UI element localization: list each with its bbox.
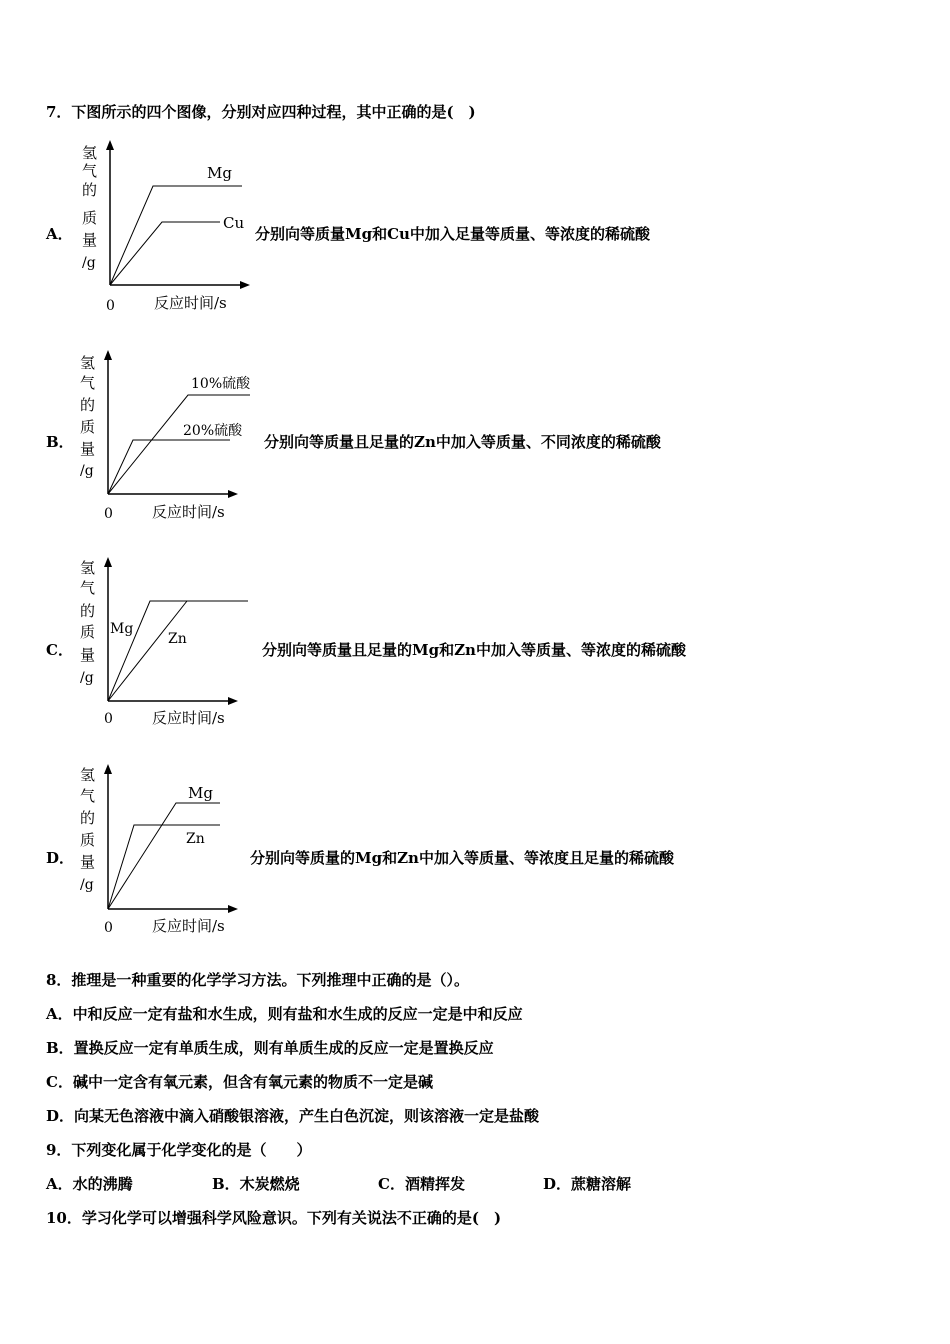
y-label-char: 氢 (80, 559, 96, 577)
x-axis-label: 反应时间/s (154, 294, 227, 312)
x-axis-arrow (228, 697, 238, 705)
y-label-char: 的 (80, 396, 96, 414)
y-label-char: 质 (80, 623, 96, 641)
curve-label-mg: Mg (110, 621, 134, 637)
question-9-option-a: A．水的沸腾 (46, 1175, 133, 1193)
option-a-letter: A． (46, 225, 73, 243)
question-9-stem: 9．下列变化属于化学变化的是（ ） (46, 1141, 312, 1159)
y-label-char: /g (80, 670, 94, 686)
curve-label-10pct: 10%硫酸 (191, 376, 251, 392)
question-10-stem: 10．学习化学可以增强科学风险意识。下列有关说法不正确的是( ) (46, 1209, 502, 1227)
option-b-desc: 分别向等质量且足量的Zn中加入等质量、不同浓度的稀硫酸 (264, 433, 661, 451)
option-b-letter: B． (46, 433, 74, 451)
curve-label-mg: Mg (207, 164, 232, 182)
y-axis-arrow (104, 350, 112, 360)
x-axis-arrow (228, 490, 238, 498)
origin-label: 0 (106, 298, 115, 314)
origin-label: 0 (104, 506, 113, 522)
y-label-char: 的 (80, 602, 96, 620)
y-label-char: /g (80, 877, 94, 893)
y-label-char: 的 (82, 181, 98, 199)
option-a-desc: 分别向等质量Mg和Cu中加入足量等质量、等浓度的稀硫酸 (255, 225, 650, 243)
y-axis-arrow (104, 557, 112, 567)
curve-label-cu: Cu (223, 214, 245, 232)
y-label-char: /g (80, 463, 94, 479)
graph-b (70, 348, 270, 523)
graph-c (70, 553, 260, 731)
y-label-char: 质 (82, 209, 98, 227)
question-8-option-c: C．碱中一定含有氧元素，但含有氧元素的物质不一定是碱 (46, 1073, 433, 1091)
x-axis-arrow (240, 281, 250, 289)
question-7-stem: 7．下图所示的四个图像，分别对应四种过程，其中正确的是( ) (46, 103, 476, 121)
y-label-char: 量 (80, 853, 96, 871)
y-label-char: 量 (82, 231, 98, 249)
x-axis-label: 反应时间/s (152, 917, 225, 935)
question-8-option-a: A．中和反应一定有盐和水生成，则有盐和水生成的反应一定是中和反应 (46, 1005, 523, 1023)
question-9-option-c: C．酒精挥发 (378, 1175, 465, 1193)
origin-label: 0 (104, 711, 113, 727)
curve-20pct (108, 440, 230, 494)
x-axis-label: 反应时间/s (152, 503, 225, 521)
question-8-option-b: B．置换反应一定有单质生成，则有单质生成的反应一定是置换反应 (46, 1039, 494, 1057)
y-label-char: 气 (80, 579, 96, 597)
y-label-char: 氢 (80, 766, 96, 784)
y-label-char: 质 (80, 831, 96, 849)
curve-10pct (108, 395, 250, 494)
curve-zn (108, 601, 187, 701)
x-axis-label: 反应时间/s (152, 709, 225, 727)
curve-mg (110, 186, 245, 285)
y-label-char: 量 (80, 646, 96, 664)
y-label-char: 气 (80, 374, 96, 392)
curve-label-20pct: 20%硫酸 (183, 423, 243, 439)
curve-label-mg: Mg (188, 784, 213, 802)
y-label-char: 氢 (80, 354, 96, 372)
curve-mg (108, 601, 248, 701)
graph-a (70, 140, 260, 315)
option-d-letter: D． (46, 849, 75, 867)
y-label-char: 气 (82, 162, 98, 180)
curve-label-zn: Zn (168, 631, 187, 647)
y-label-char: 的 (80, 809, 96, 827)
y-axis-arrow (104, 764, 112, 774)
x-axis-arrow (228, 905, 238, 913)
option-c-desc: 分别向等质量且足量的Mg和Zn中加入等质量、等浓度的稀硫酸 (262, 641, 686, 659)
graph-d (70, 762, 260, 940)
y-label-char: 氢 (82, 144, 98, 162)
option-d-desc: 分别向等质量的Mg和Zn中加入等质量、等浓度且足量的稀硫酸 (250, 849, 674, 867)
y-label-char: 质 (80, 418, 96, 436)
question-8-stem: 8．推理是一种重要的化学学习方法。下列推理中正确的是（）。 (46, 971, 469, 989)
y-axis-arrow (106, 140, 114, 150)
question-8-option-d: D．向某无色溶液中滴入硝酸银溶液，产生白色沉淀，则该溶液一定是盐酸 (46, 1107, 540, 1125)
y-label-char: 量 (80, 440, 96, 458)
curve-cu (110, 222, 220, 285)
y-label-char: 气 (80, 787, 96, 805)
origin-label: 0 (104, 920, 113, 936)
curve-label-zn: Zn (186, 831, 205, 847)
question-9-option-d: D．蔗糖溶解 (543, 1175, 632, 1193)
y-label-char: /g (82, 255, 96, 271)
option-c-letter: C． (46, 641, 73, 659)
question-9-option-b: B．木炭燃烧 (212, 1175, 300, 1193)
